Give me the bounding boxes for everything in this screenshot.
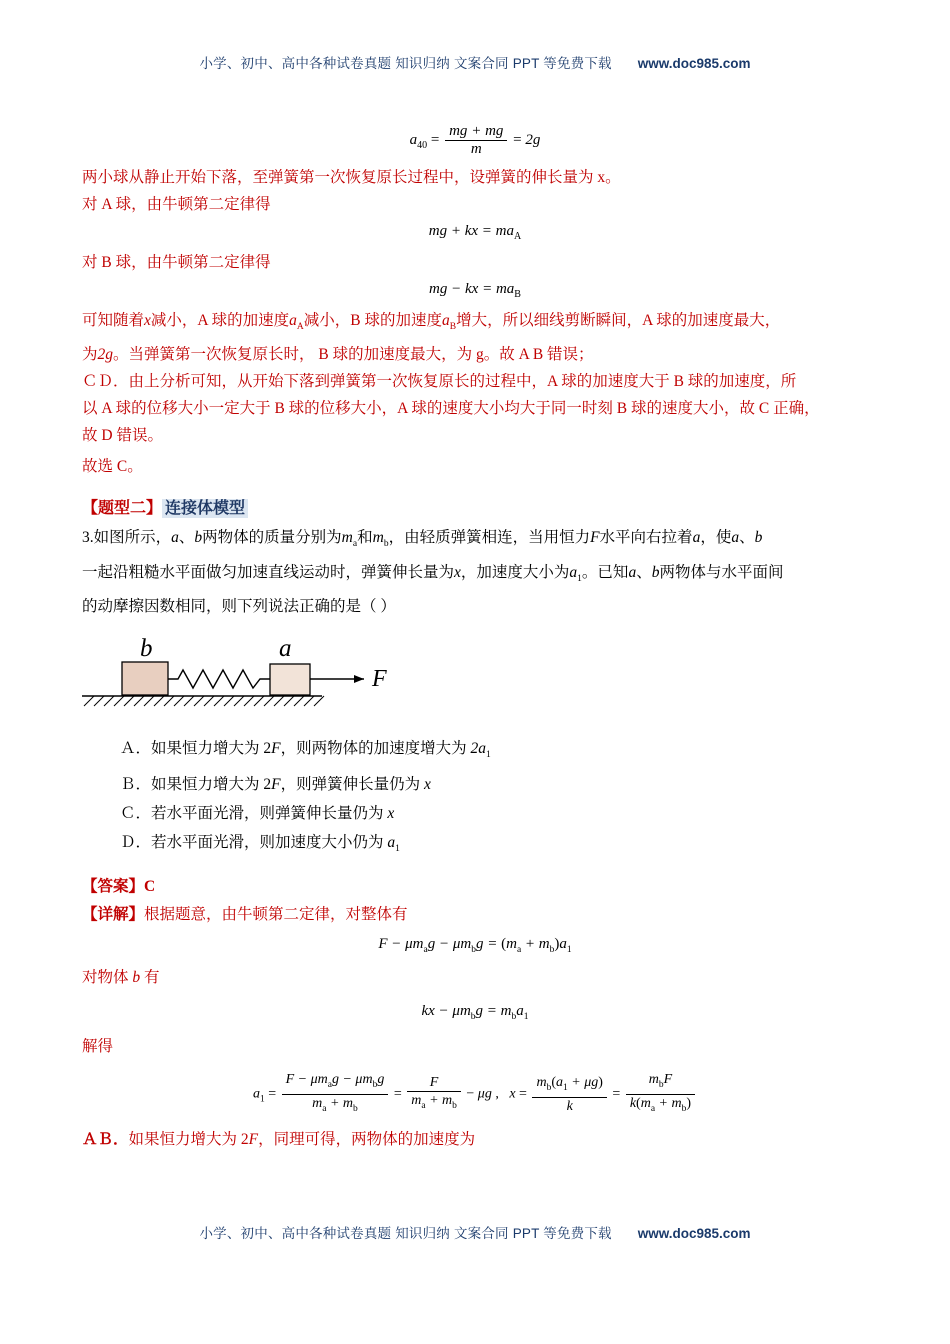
- line-AB-prefix: ＡＢ．: [82, 1130, 129, 1148]
- s4a: 可知随着: [82, 312, 145, 329]
- q3l1h: 和: [357, 529, 373, 547]
- q3l2b: x: [454, 563, 461, 581]
- option-b-text: 如果恒力增大为 2F，则弹簧伸长量仍为 x: [151, 775, 431, 793]
- solution-line-2: 对 A 球，由牛顿第二定律得: [82, 196, 271, 213]
- option-a[interactable]: [82, 734, 868, 770]
- figure-label-F: F: [372, 665, 387, 692]
- question-number: 3.: [82, 529, 94, 547]
- question-3-options: [82, 734, 868, 864]
- q3l1d: b: [194, 529, 203, 547]
- s4d: a: [289, 312, 297, 329]
- solution-line-6: ＣＤ．由上分析可知，从开始下落到弹簧第一次恢复原长的过程中，A 球的加速度大于 B 球的加速度，所: [82, 373, 797, 391]
- formula-object-b: kx − $\mu m_bg = m_ba_1$: [421, 1002, 529, 1022]
- formula-whole-system: $F - \mu m_ag - \mu m_bg = (m_a + m_b)a_1$: [378, 935, 572, 955]
- option-c[interactable]: [82, 799, 868, 828]
- s4c: 减小，A 球的加速度: [150, 312, 290, 329]
- option-d[interactable]: [82, 828, 868, 864]
- q3l1b: a: [171, 529, 179, 547]
- solution-line-1: 两小球从静止开始下落，至弹簧第一次恢复原长过程中，设弹簧的伸长量为 x。: [82, 169, 621, 186]
- q3l2a: 一起沿粗糙水平面做匀加速直线运动时，弹簧伸长量为: [82, 563, 455, 581]
- detail-text: 根据题意，由牛顿第二定律，对整体有: [144, 905, 408, 923]
- option-d-text: 若水平面光滑，则加速度大小仍为 $a_1$: [151, 833, 400, 854]
- option-b-key: Ｂ．: [120, 775, 152, 793]
- q3l1k: ，由轻质弹簧相连，当用恒力: [388, 529, 591, 547]
- s4b: x: [144, 312, 151, 329]
- solution-line-7: 以 A 球的位移大小一定大于 B 球的位移大小，A 球的速度大小均大于同一时刻 B 球的速度大小，故 C 正确，: [82, 400, 820, 418]
- solution-line-8: 故 D 错误。: [82, 427, 163, 445]
- q3l1f: m: [341, 529, 353, 547]
- q3l1g: a: [352, 539, 358, 550]
- option-d-key: Ｄ．: [120, 833, 152, 851]
- section-heading: [82, 495, 868, 518]
- option-a-key: Ａ．: [120, 739, 152, 757]
- section-name: 连接体模型: [162, 499, 248, 518]
- s4g: 增大，所以细线剪断瞬间，A 球的加速度最大，: [456, 312, 781, 329]
- q3l2d: a: [569, 563, 578, 581]
- formula-ball-b: mg − kx = $ma_B$: [429, 281, 521, 300]
- watermark-bottom-text: 小学、初中、高中各种试卷真题 知识归纳 文案合同 PPT 等免费下载: [199, 1226, 612, 1241]
- line-object-b-text: 对物体 b 有: [82, 968, 160, 986]
- q3l2g: a: [628, 563, 637, 581]
- question-3-line-3: 的动摩擦因数相同，则下列说法正确的是（ ）: [82, 598, 396, 616]
- q3l1n: a: [692, 529, 701, 547]
- option-b[interactable]: [82, 770, 868, 799]
- s4e: 减小，B 球的加速度: [303, 312, 442, 329]
- watermark-bottom-site: www.doc985.com: [637, 1226, 751, 1241]
- line-object-b: [82, 965, 868, 991]
- solution-line-5: [82, 342, 868, 367]
- formula-ball-a: mg + kx = $ma_A$: [428, 223, 522, 242]
- q3l2f: 。已知: [581, 563, 629, 581]
- watermark-top: [0, 52, 950, 72]
- question-3-line-1: [82, 524, 868, 559]
- q3l2c: ，加速度大小为: [460, 563, 570, 581]
- q3l1o: ，使: [700, 529, 732, 547]
- solution-line-4: 可知随着x减小，A 球的加速度$a_A$减小，B 球的加速度$a_B$增大，所以细线剪断瞬间，A 球的加速度最大，: [82, 312, 781, 333]
- answer-value: C: [144, 877, 156, 895]
- formula-a40: $a_{40}$ = $\frac{mg + mg}{m}$ = 2g: [409, 123, 541, 157]
- watermark-site: www.doc985.com: [637, 56, 751, 71]
- answer-line: [82, 874, 868, 900]
- solution-line-9: 故选 C。: [82, 458, 143, 476]
- watermark-bottom: [0, 1222, 950, 1242]
- q3l1m: 水平向右拉着: [599, 529, 693, 547]
- q3l2i: b: [651, 563, 660, 581]
- watermark-text: 小学、初中、高中各种试卷真题 知识归纳 文案合同 PPT 等免费下载: [199, 56, 612, 71]
- q3l1r: b: [754, 529, 763, 547]
- q3l1i: m: [372, 529, 384, 547]
- formula-solution: $a_1$ = $\frac{F - \mu m_ag - \mu m_bg}{m_a + m_b}$ = $\frac{F}{m_a + m_b}$ − μg , x = $\frac{m_b(a_1 + \mu g)}{k}$ = $\frac{m_bF}{k(m_a + m_b)}$: [82, 1072, 868, 1117]
- s5c: 。当弹簧第一次恢复原长时， B 球的加速度最大，为 g。故 A B 错误；: [113, 346, 594, 364]
- line-AB-text: 如果恒力增大为 2F，同理可得，两物体的加速度为: [128, 1130, 476, 1148]
- document-content: [82, 118, 868, 1153]
- q3l2h: 、: [636, 563, 652, 581]
- question-3-body: [82, 524, 868, 622]
- option-c-text: 若水平面光滑，则弹簧伸长量仍为 x: [151, 804, 395, 822]
- line-AB: [82, 1127, 868, 1153]
- s5b: 2g: [97, 346, 114, 364]
- figure-label-b: b: [140, 634, 153, 662]
- physics-figure: [82, 634, 868, 726]
- q3l2e: 1: [577, 573, 582, 584]
- detail-line: [82, 902, 868, 928]
- figure-svg: [82, 634, 412, 726]
- q3l1e: 两物体的质量分别为: [202, 529, 342, 547]
- section-tag: 【题型二】: [82, 500, 163, 518]
- detail-label: 【详解】: [82, 905, 145, 923]
- q3l1q: 、: [739, 529, 755, 547]
- s4f: a: [441, 312, 450, 329]
- q3l1a: 如图所示，: [93, 529, 172, 547]
- q3l1p: a: [731, 529, 740, 547]
- solution-line-3: 对 B 球，由牛顿第二定律得: [82, 254, 271, 271]
- answer-label: 【答案】: [82, 877, 145, 895]
- question-3-line-2: [82, 559, 868, 594]
- figure-label-a: a: [279, 634, 292, 662]
- option-a-text: 如果恒力增大为 2F，则两物体的加速度增大为 $2a_1$: [151, 739, 491, 760]
- q3l1j: b: [383, 539, 389, 550]
- s5a: 为: [82, 346, 98, 364]
- q3l1l: F: [590, 529, 600, 547]
- option-c-key: Ｃ．: [120, 804, 152, 822]
- q3l1c: 、: [178, 529, 195, 547]
- line-solve: 解得: [82, 1037, 114, 1055]
- q3l2j: 两物体与水平面间: [659, 563, 784, 581]
